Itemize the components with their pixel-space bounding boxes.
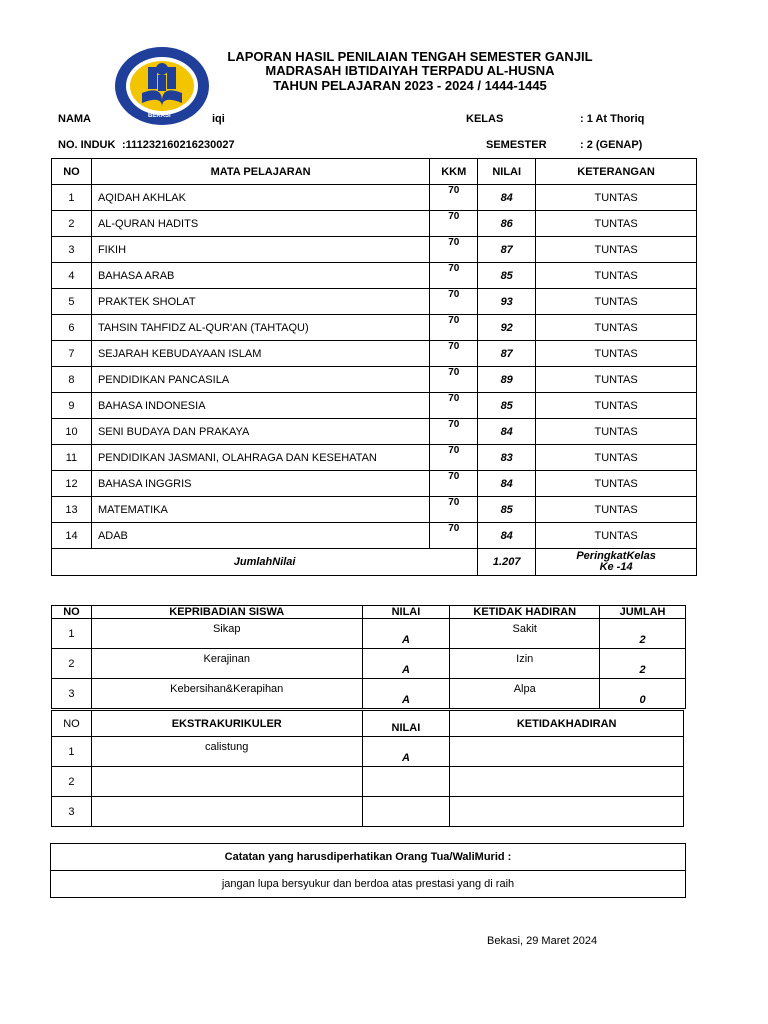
row-kkm: 70 xyxy=(430,263,478,289)
row-keterangan: TUNTAS xyxy=(536,341,697,367)
row-kkm: 70 xyxy=(430,367,478,393)
header-kkm: KKM xyxy=(430,159,478,185)
table-row xyxy=(52,797,684,827)
place-date: Bekasi, 29 Maret 2024 xyxy=(487,935,598,947)
extra-no: 1 xyxy=(52,737,92,767)
personality-table xyxy=(51,605,686,709)
rank-label: PeringkatKelas xyxy=(576,550,656,562)
table-row xyxy=(52,497,697,523)
header-subject: MATA PELAJARAN xyxy=(91,159,429,185)
row-kkm: 70 xyxy=(430,445,478,471)
row-kkm: 70 xyxy=(430,315,478,341)
row-kkm: 70 xyxy=(430,185,478,211)
row-no: 10 xyxy=(52,419,92,445)
table-row xyxy=(52,185,697,211)
row-subject: AQIDAH AKHLAK xyxy=(91,185,429,211)
row-nilai: 92 xyxy=(478,315,536,341)
extra-header-row xyxy=(52,711,684,737)
table-row xyxy=(52,341,697,367)
nama-value: iqi xyxy=(212,113,225,125)
personality-no: 1 xyxy=(52,619,92,649)
row-no: 13 xyxy=(52,497,92,523)
row-nilai: 93 xyxy=(478,289,536,315)
row-keterangan: TUNTAS xyxy=(536,367,697,393)
extra-header-nilai: NILAI xyxy=(362,711,450,737)
personality-header-absence: KETIDAK HADIRAN xyxy=(450,606,600,619)
row-nilai: 85 xyxy=(478,497,536,523)
school-name: MADRASAH IBTIDAIYAH TERPADU AL-HUSNA xyxy=(265,63,555,78)
personality-no: 2 xyxy=(52,649,92,679)
extra-header-no: NO xyxy=(52,711,92,737)
row-keterangan: TUNTAS xyxy=(536,263,697,289)
grades-table xyxy=(51,158,697,576)
row-nilai: 87 xyxy=(478,237,536,263)
row-keterangan: TUNTAS xyxy=(536,419,697,445)
row-no: 7 xyxy=(52,341,92,367)
induk-label: NO. INDUK xyxy=(58,139,116,151)
absence-count: 2 xyxy=(600,649,686,679)
table-row xyxy=(52,211,697,237)
row-no: 8 xyxy=(52,367,92,393)
row-nilai: 83 xyxy=(478,445,536,471)
extra-absence xyxy=(450,797,684,827)
row-subject: PENDIDIKAN JASMANI, OLAHRAGA DAN KESEHATAN xyxy=(91,445,429,471)
row-keterangan: TUNTAS xyxy=(536,445,697,471)
extra-nilai xyxy=(362,767,450,797)
extra-absence xyxy=(450,737,684,767)
absence-type: Alpa xyxy=(450,679,600,709)
table-row xyxy=(52,471,697,497)
extra-nilai: A xyxy=(362,737,450,767)
rank-value: Ke -14 xyxy=(599,561,633,573)
header-keterangan: KETERANGAN xyxy=(536,159,697,185)
induk-value: :111232160216230027 xyxy=(122,139,235,151)
row-nilai: 85 xyxy=(478,393,536,419)
personality-nilai: A xyxy=(362,619,450,649)
personality-nilai: A xyxy=(362,649,450,679)
row-subject: SEJARAH KEBUDAYAAN ISLAM xyxy=(91,341,429,367)
absence-count: 0 xyxy=(600,679,686,709)
row-kkm: 70 xyxy=(430,393,478,419)
table-row xyxy=(52,237,697,263)
personality-trait: Kebersihan&Kerapihan xyxy=(91,679,362,709)
row-nilai: 84 xyxy=(478,419,536,445)
notes-title: Catatan yang harusdiperhatikan Orang Tua/WaliMurid : xyxy=(51,844,686,871)
row-subject: AL-QURAN HADITS xyxy=(91,211,429,237)
header-nilai: NILAI xyxy=(478,159,536,185)
row-no: 11 xyxy=(52,445,92,471)
row-keterangan: TUNTAS xyxy=(536,497,697,523)
row-kkm: 70 xyxy=(430,237,478,263)
row-subject: ADAB xyxy=(91,523,429,549)
row-no: 5 xyxy=(52,289,92,315)
grades-total-row xyxy=(52,549,697,576)
row-keterangan: TUNTAS xyxy=(536,185,697,211)
school-logo xyxy=(112,45,212,127)
header-no: NO xyxy=(52,159,92,185)
personality-header-jumlah: JUMLAH xyxy=(600,606,686,619)
row-subject: PENDIDIKAN PANCASILA xyxy=(91,367,429,393)
row-no: 14 xyxy=(52,523,92,549)
personality-trait: Sikap xyxy=(91,619,362,649)
row-no: 2 xyxy=(52,211,92,237)
row-subject: MATEMATIKA xyxy=(91,497,429,523)
table-row xyxy=(52,445,697,471)
table-row xyxy=(52,289,697,315)
class-rank xyxy=(536,549,697,576)
row-nilai: 87 xyxy=(478,341,536,367)
extra-absence xyxy=(450,767,684,797)
row-subject: BAHASA INDONESIA xyxy=(91,393,429,419)
row-nilai: 86 xyxy=(478,211,536,237)
row-keterangan: TUNTAS xyxy=(536,237,697,263)
extra-name xyxy=(91,767,362,797)
table-row xyxy=(52,263,697,289)
table-row xyxy=(52,679,686,709)
row-no: 6 xyxy=(52,315,92,341)
personality-header-nilai: NILAI xyxy=(362,606,450,619)
row-nilai: 85 xyxy=(478,263,536,289)
row-subject: FIKIH xyxy=(91,237,429,263)
row-subject: BAHASA INGGRIS xyxy=(91,471,429,497)
semester-value: : 2 (GENAP) xyxy=(580,139,643,151)
row-keterangan: TUNTAS xyxy=(536,393,697,419)
logo-text-bottom: BEKASI xyxy=(148,113,171,119)
row-subject: PRAKTEK SHOLAT xyxy=(91,289,429,315)
extra-no: 3 xyxy=(52,797,92,827)
row-kkm: 70 xyxy=(430,289,478,315)
row-no: 12 xyxy=(52,471,92,497)
table-row xyxy=(52,737,684,767)
absence-type: Sakit xyxy=(450,619,600,649)
extra-header-absence: KETIDAKHADIRAN xyxy=(450,711,684,737)
row-subject: BAHASA ARAB xyxy=(91,263,429,289)
extra-nilai xyxy=(362,797,450,827)
row-subject: TAHSIN TAHFIDZ AL-QUR'AN (TAHTAQU) xyxy=(91,315,429,341)
personality-header-no: NO xyxy=(52,606,92,619)
extra-header-name: EKSTRAKURIKULER xyxy=(91,711,362,737)
extra-name xyxy=(91,797,362,827)
row-keterangan: TUNTAS xyxy=(536,315,697,341)
row-keterangan: TUNTAS xyxy=(536,211,697,237)
row-no: 4 xyxy=(52,263,92,289)
personality-no: 3 xyxy=(52,679,92,709)
kelas-label: KELAS xyxy=(466,113,504,125)
extracurricular-table xyxy=(51,710,684,827)
total-value: 1.207 xyxy=(478,549,536,576)
table-row xyxy=(52,419,697,445)
academic-year: TAHUN PELAJARAN 2023 - 2024 / 1444-1445 xyxy=(273,78,547,93)
personality-nilai: A xyxy=(362,679,450,709)
personality-trait: Kerajinan xyxy=(91,649,362,679)
row-kkm: 70 xyxy=(430,523,478,549)
personality-header-trait: KEPRIBADIAN SISWA xyxy=(91,606,362,619)
row-kkm: 70 xyxy=(430,419,478,445)
notes-text: jangan lupa bersyukur dan berdoa atas prestasi yang di raih xyxy=(51,871,686,898)
table-row xyxy=(52,523,697,549)
kelas-value: : 1 At Thoriq xyxy=(580,113,645,125)
row-no: 3 xyxy=(52,237,92,263)
table-row xyxy=(52,393,697,419)
row-nilai: 89 xyxy=(478,367,536,393)
table-row xyxy=(52,367,697,393)
absence-count: 2 xyxy=(600,619,686,649)
table-row xyxy=(52,767,684,797)
notes-box xyxy=(50,843,686,898)
row-nilai: 84 xyxy=(478,523,536,549)
table-row xyxy=(52,619,686,649)
row-no: 9 xyxy=(52,393,92,419)
total-label: JumlahNilai xyxy=(52,549,478,576)
nama-label: NAMA xyxy=(58,113,91,125)
personality-header-row xyxy=(52,606,686,619)
grades-header-row xyxy=(52,159,697,185)
extra-name: calistung xyxy=(91,737,362,767)
row-keterangan: TUNTAS xyxy=(536,471,697,497)
row-keterangan: TUNTAS xyxy=(536,523,697,549)
row-kkm: 70 xyxy=(430,471,478,497)
table-row xyxy=(52,649,686,679)
row-kkm: 70 xyxy=(430,211,478,237)
row-kkm: 70 xyxy=(430,341,478,367)
semester-label: SEMESTER xyxy=(486,139,547,151)
row-no: 1 xyxy=(52,185,92,211)
row-nilai: 84 xyxy=(478,185,536,211)
report-title: LAPORAN HASIL PENILAIAN TENGAH SEMESTER GANJIL xyxy=(227,49,593,64)
row-kkm: 70 xyxy=(430,497,478,523)
row-subject: SENI BUDAYA DAN PRAKAYA xyxy=(91,419,429,445)
table-row xyxy=(52,315,697,341)
extra-no: 2 xyxy=(52,767,92,797)
row-keterangan: TUNTAS xyxy=(536,289,697,315)
absence-type: Izin xyxy=(450,649,600,679)
row-nilai: 84 xyxy=(478,471,536,497)
